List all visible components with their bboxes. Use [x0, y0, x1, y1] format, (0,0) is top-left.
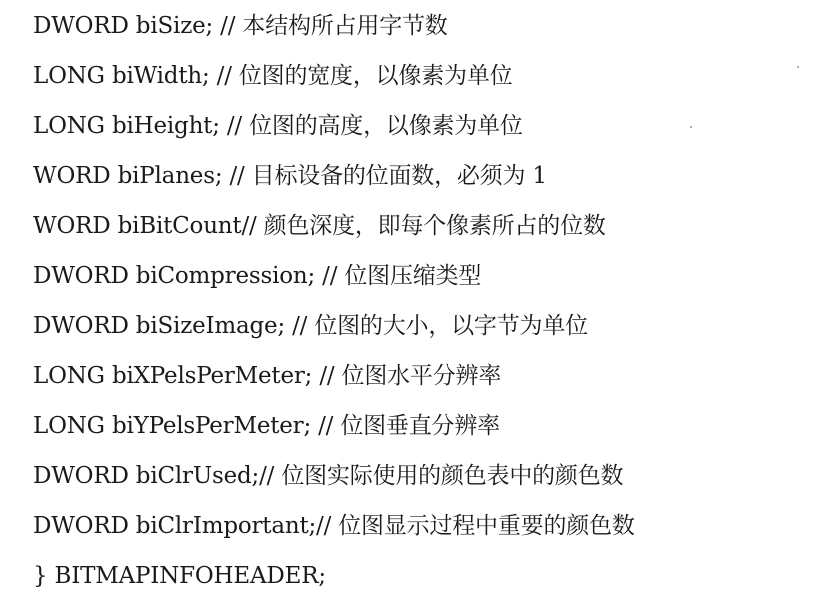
scan-speck	[797, 66, 799, 68]
field-biheight-line: LONG biHeight; // 位图的高度，以像素为单位	[33, 113, 523, 139]
scan-speck	[690, 126, 692, 128]
field-biplanes-line: WORD biPlanes; // 目标设备的位面数，必须为 1	[33, 163, 547, 189]
field-biclrused-line: DWORD biClrUsed;// 位图实际使用的颜色表中的颜色数	[33, 463, 624, 489]
field-biypelspermeter-line: LONG biYPelsPerMeter; // 位图垂直分辨率	[33, 413, 500, 439]
field-bibitcount-line: WORD biBitCount// 颜色深度，即每个像素所占的位数	[33, 213, 606, 239]
struct-definition	[33, 5, 813, 605]
field-bixpelspermeter-line: LONG biXPelsPerMeter; // 位图水平分辨率	[33, 363, 502, 389]
field-bisize-line: DWORD biSize; // 本结构所占用字节数	[33, 13, 448, 39]
field-biwidth-line: LONG biWidth; // 位图的宽度，以像素为单位	[33, 63, 513, 89]
struct-closing-line: } BITMAPINFOHEADER;	[33, 563, 326, 589]
field-bicompression-line: DWORD biCompression; // 位图压缩类型	[33, 263, 482, 289]
field-bisizeimage-line: DWORD biSizeImage; // 位图的大小，以字节为单位	[33, 313, 588, 339]
field-biclrimportant-line: DWORD biClrImportant;// 位图显示过程中重要的颜色数	[33, 513, 635, 539]
